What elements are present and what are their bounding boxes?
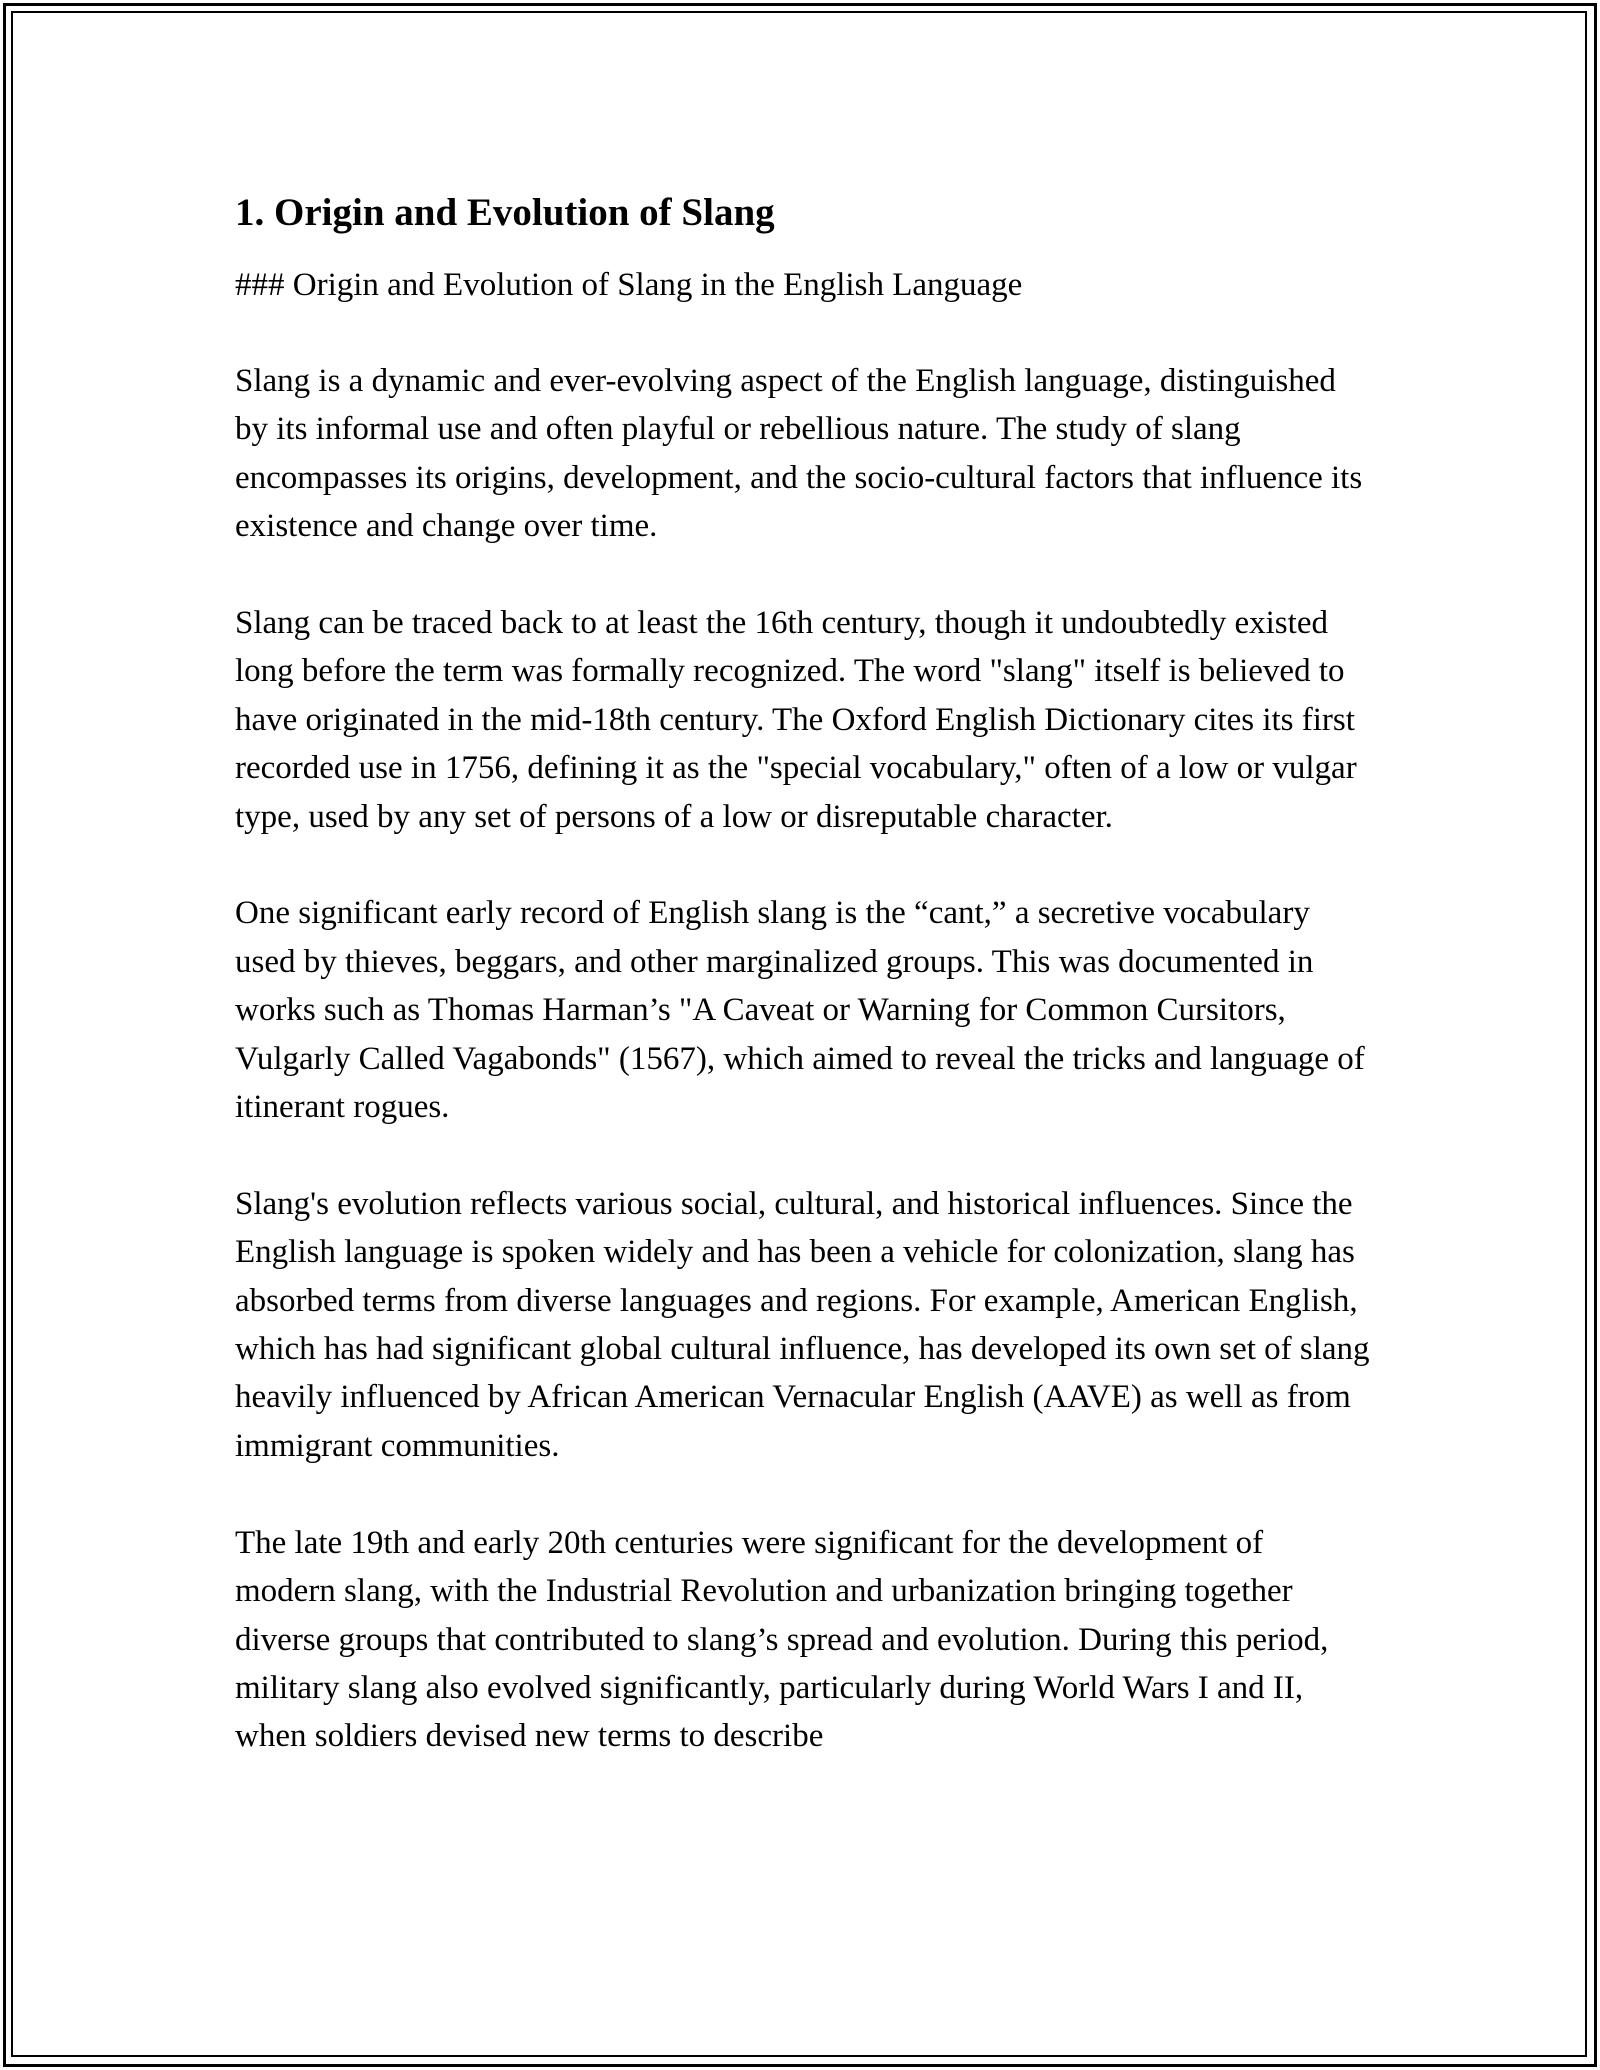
paragraph-1: Slang is a dynamic and ever-evolving aspect of the English language, distinguished by its informal use and often playful or rebellious nature. The study of slang encompasses its origins, development, and the socio-cultural factors that influence its existence and change over time. (235, 363, 1363, 545)
paragraph-5: The late 19th and early 20th centuries were significant for the development of modern slang, with the Industrial Revolution and urbanization bringing together diverse groups that contributed to slang’s spread and evolution. During this period, military slang also evolved significantly, particularly during World Wars I and II, when soldiers devised new terms to describe (235, 1524, 1329, 1755)
document-title: 1. Origin and Evolution of Slang (235, 191, 775, 234)
paragraph-3: One significant early record of English slang is the “cant,” a secretive vocabulary used by thieves, beggars, and other marginalized groups. This was documented in works such as Thomas Harman’s "A Caveat or Warning for Common Cursitors, Vulgarly Called Vagabonds" (1567), which aimed to reveal the tricks and language of itinerant rogues. (235, 895, 1365, 1126)
document-subheading: ### Origin and Evolution of Slang in the English Language (235, 267, 1023, 303)
paragraph-2: Slang can be traced back to at least the 16th century, though it undoubtedly existed long before the term was formally recognized. The word "slang" itself is believed to have originated in the mid-18th century. The Oxford English Dictionary cites its first recorded use in 1756, defining it as the "special vocabulary," often of a low or vulgar type, used by any set of persons of a low or disreputable character. (235, 605, 1357, 835)
document-body (235, 185, 1370, 1809)
paragraph-4: Slang's evolution reflects various social, cultural, and historical influences. Since the English language is spoken widely and has been a vehicle for colonization, slang has absorbed terms from diverse languages and regions. For example, American English, which has had significant global cultural influence, has developed its own set of slang heavily influenced by African American Vernacular English (AAVE) as well as from immigrant communities. (235, 1185, 1370, 1464)
